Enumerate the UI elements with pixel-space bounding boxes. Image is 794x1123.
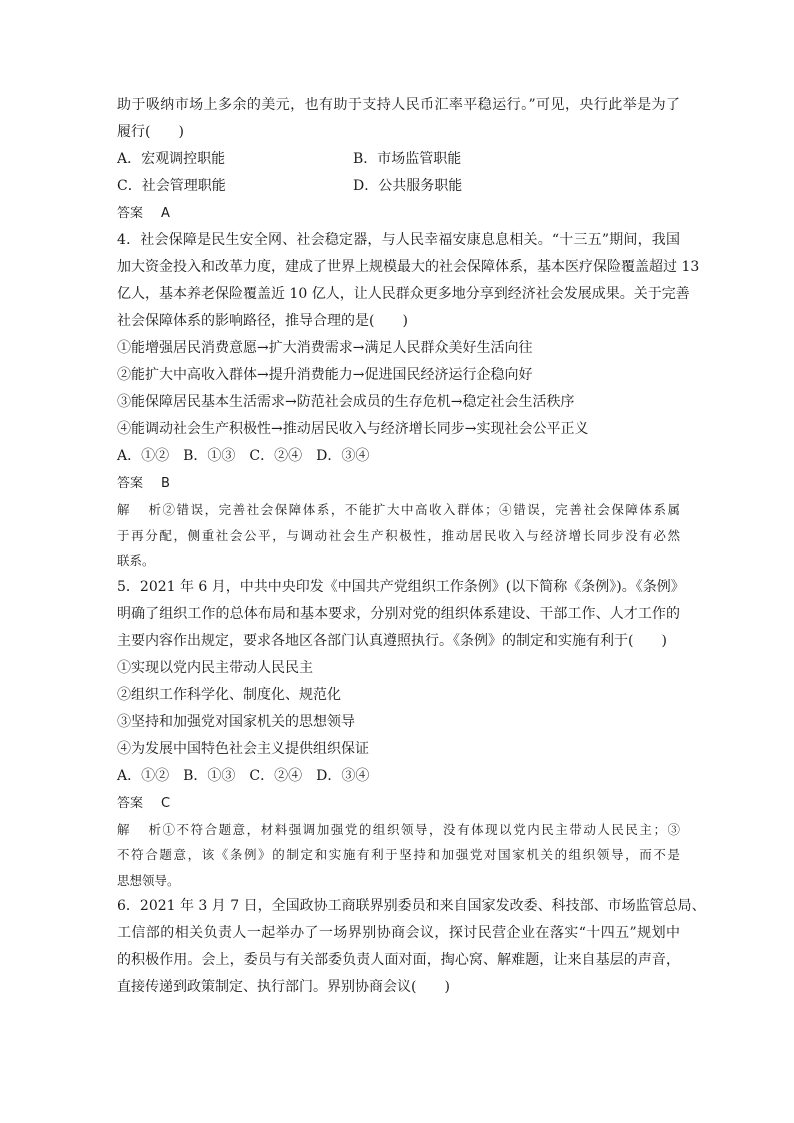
q4-choices: A．①② B．①③ C．②④ D．③④ [117, 448, 370, 464]
answer-label: 答案 [117, 206, 144, 221]
analysis-text: ①不符合题意，材料强调加强党的组织领导，没有体现以党内民主带动人民民主；③ [161, 821, 680, 837]
q5-stem-line: 主要内容作出规定，要求各地区各部门认真遵照执行。《条例》的制定和实施有利于( ) [117, 632, 667, 649]
q3-option-c: C．社会管理职能 [117, 178, 226, 194]
q4-analysis-line: 于再分配，侧重社会公平，与调动社会生产积极性，推动居民收入与经济增长同步没有必然 [117, 527, 680, 543]
answer-value: C [161, 795, 171, 811]
q5-item: ②组织工作科学化、制度化、规范化 [117, 686, 341, 703]
q3-stem-line: 履行( ) [117, 124, 184, 140]
q6-stem-line: 直接传递到政策制定、执行部门。界别协商会议( ) [117, 979, 450, 995]
q3-option-b: B．市场监管职能 [353, 151, 462, 167]
q5-item: ①实现以党内民主带动人民民主 [117, 659, 313, 676]
analysis-text: ②错误，完善社会保障体系，不能扩大中高收入群体；④错误，完善社会保障体系属 [161, 502, 680, 517]
q5-analysis-line: 不符合题意，该《条例》的制定和实施有利于坚持和加强党对国家机关的组织领导，而不是 [117, 847, 680, 862]
answer-label: 答案 [117, 476, 144, 491]
q5-item: ④为发展中国特色社会主义提供组织保证 [117, 740, 369, 757]
q4-stem-line: 亿人，基本养老保险覆盖近 10 亿人，让人民群众更多地分享到经济社会发展成果。关于完善 [117, 286, 690, 302]
q4-item: ①能增强居民消费意愿→扩大消费需求→满足人民群众美好生活向往 [117, 340, 533, 356]
q5-analysis-line: 思想领导。 [117, 872, 180, 888]
q4-stem-line: 加大资金投入和改革力度，建成了世界上规模最大的社会保障体系，基本医疗保险覆盖超过 13 [117, 259, 700, 275]
q3-option-a: A．宏观调控职能 [117, 151, 226, 167]
q4-stem-line: 社会保障体系的影响路径，推导合理的是( ) [117, 313, 408, 329]
q3-option-d: D．公共服务职能 [353, 178, 463, 194]
q5-item: ③坚持和加强党对国家机关的思想领导 [117, 713, 355, 730]
answer-value: A [161, 206, 170, 221]
q6-stem-line: 的积极作用。会上，委员与有关部委负责人面对面，掏心窝、解难题，让来自基层的声音， [117, 952, 680, 968]
q6-stem-line: 工信部的相关负责人一起举办了一场界别协商会议，探讨民营企业在落实“十四五”规划中 [117, 925, 680, 941]
q4-stem-line: 4．社会保障是民生安全网、社会稳定器，与人民幸福安康息息相关。“十三五”期间，我国 [117, 232, 680, 248]
q4-item: ②能扩大中高收入群体→提升消费能力→促进国民经济运行企稳向好 [117, 367, 533, 383]
q3-options-row [117, 146, 680, 173]
analysis-label: 解析 [117, 502, 161, 517]
q5-choices: A．①② B．①③ C．②④ D．③④ [117, 767, 370, 784]
q4-item: ④能调动社会生产积极性→推动居民收入与经济增长同步→实现社会公平正义 [117, 421, 589, 437]
q5-stem-line: 明确了组织工作的总体布局和基本要求，分别对党的组织体系建设、干部工作、人才工作的 [117, 605, 680, 622]
q4-answer [117, 470, 680, 497]
page-content [117, 92, 706, 1001]
q4-item: ③能保障居民基本生活需求→防范社会成员的生存危机→稳定社会生活秩序 [117, 394, 575, 410]
q4-analysis-line: 联系。 [117, 553, 155, 568]
answer-label: 答案 [117, 795, 144, 811]
q5-analysis-line [117, 817, 680, 843]
analysis-label: 解析 [117, 821, 161, 837]
q3-answer [117, 200, 680, 227]
q5-stem-line: 5．2021 年 6 月，中共中央印发《中国共产党组织工作条例》(以下简称《条例》)。《条例》 [117, 578, 685, 595]
q3-options-row [117, 173, 680, 200]
q5-answer [117, 790, 680, 817]
answer-value: B [161, 476, 170, 491]
q3-stem-line: 助于吸纳市场上多余的美元，也有助于支持人民币汇率平稳运行。”可见，央行此举是为了 [117, 97, 680, 113]
q4-analysis-line [117, 497, 680, 523]
q6-stem-line: 6．2021 年 3 月 7 日，全国政协工商联界别委员和来自国家发改委、科技部、市场监管总局、 [117, 898, 706, 914]
